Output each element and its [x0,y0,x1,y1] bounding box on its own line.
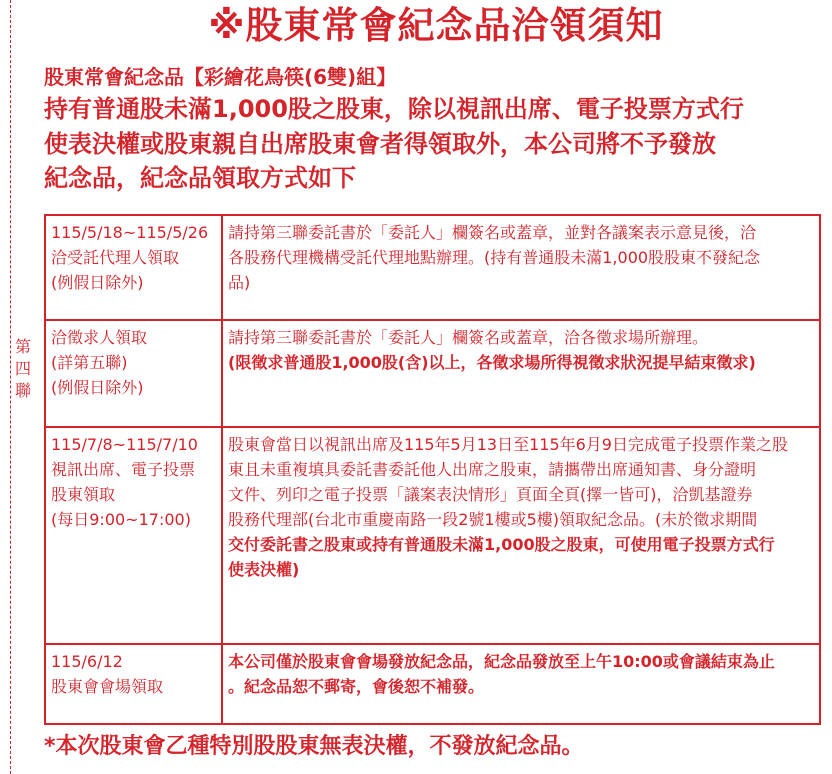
intro-line: 使表決權或股東親自出席股東會者得領取外，本公司將不予發放 [44,129,716,158]
side-label-fourth-copy: 第 四 聯 [12,336,34,402]
row-solicitor-right: 請持第三聯委託書於「委託人」欄簽名或蓋章，洽各徵求場所辦理。 (限徵求普通股1,000股(含)以上，各徵求場所得視徵求狀況提早結束徵求) [222,320,820,427]
collection-method-table [44,214,821,725]
row-proxy-agent-right: 請持第三聯委託書於「委託人」欄簽名或蓋章，並對各議案表示意見後，洽 各股務代理機構受託代理地點辦理。(持有普通股未滿1,000股股東不發紀念 品) [222,215,820,320]
footer-note: *本次股東會乙種特別股股東無表決權，不發放紀念品。 [44,734,584,759]
intro-line: 持有普通股未滿1,000股之股東，除以視訊出席、電子投票方式行 [44,95,744,123]
row-video-evote-left: 115/7/8~115/7/10 視訊出席、電子投票 股東領取 (每日9:00~17:00) [45,427,222,644]
table-row [45,215,820,320]
souvenir-subtitle: 股東常會紀念品【彩繪花鳥筷(6雙)組】 [44,65,397,89]
row-proxy-agent-left: 115/5/18~115/5/26 洽受託代理人領取 (例假日除外) [45,215,222,320]
row-video-evote-right: 股東會當日以視訊出席及115年5月13日至115年6月9日完成電子投票作業之股 東且未重複填具委託書委託他人出席之股東，請攜帶出席通知書、身分證明 文件、列印之電子投票「議案表決情形」頁面全頁(擇一皆可)，洽凱基證券 股務代理部(台北市重慶南路一段2號1樓或5樓)領取紀念品。(未於徵求期間 交付委託書之股東或持有普通股未滿1,000股之股東，可使用電子投票方式行 使表決權) [222,427,820,644]
table-row [45,427,820,644]
cut-line [10,0,11,774]
row-venue-right: 本公司僅於股東會會場發放紀念品，紀念品發放至上午10:00或會議結束為止 。紀念品恕不郵寄，會後恕不補發。 [222,644,820,724]
intro-paragraph [44,92,829,196]
row-solicitor-left: 洽徵求人領取 (詳第五聯) (例假日除外) [45,320,222,427]
notice-title: ※股東常會紀念品洽領須知 [208,4,664,47]
row-venue-left: 115/6/12 股東會會場領取 [45,644,222,724]
table-row [45,644,820,724]
table-row [45,320,820,427]
intro-line: 紀念品，紀念品領取方式如下 [44,164,356,192]
